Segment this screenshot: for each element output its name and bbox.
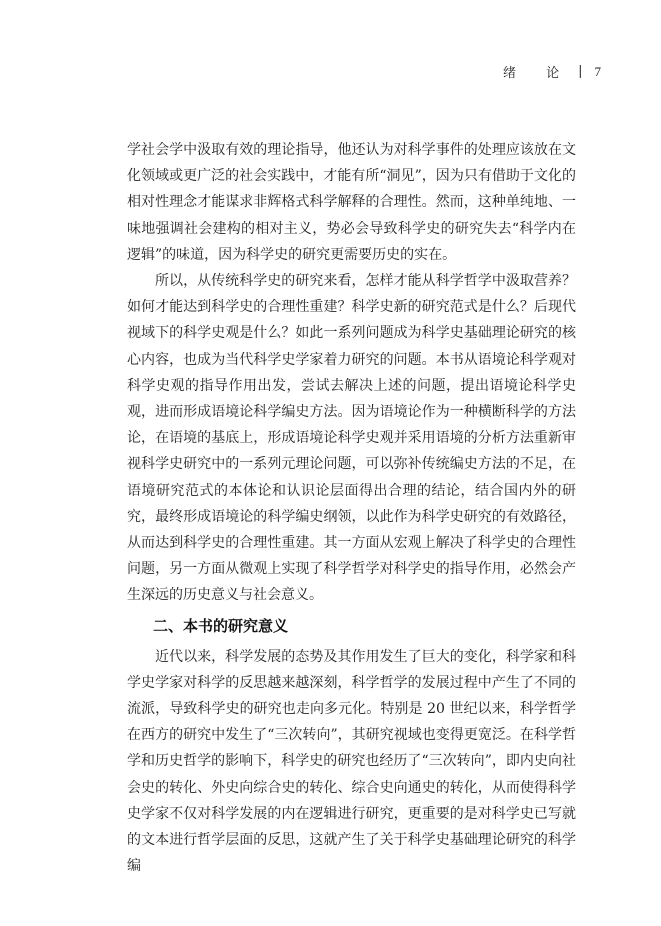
running-header-separator: | (578, 64, 583, 79)
running-header (503, 62, 601, 81)
body-text (127, 137, 576, 879)
paragraph-continued: 学社会学中汲取有效的理论指导，他还认为对科学事件的处理应该放在文化领域或更广泛的社会实践中，才能有所“洞见”，因为只有借助于文化的相对性理念才能谋求非辉格式科学解释的合理性。然而，这种单纯地、一味地强调社会建构的相对主义，势必会导致科学史的研究失去“科学内在逻辑”的味道，因为科学史的研究更需要历史的实在。 (127, 142, 576, 263)
section-heading: 二、本书的研究意义 (153, 616, 289, 635)
section-paragraph: 近代以来，科学发展的态势及其作用发生了巨大的变化，科学家和科学史学家对科学的反思越来越深刻，科学哲学的发展过程中产生了不同的流派，导致科学史的研究也走向多元化。特别是 20 世纪以来，科学哲学在西方的研究中发生了“三次转向”，其研究视域也变得更宽泛。在科学哲学和历史哲学的影响下，科学史的研究也经历了“三次转向”，即内史向社会史的转化、外史向综合史的转化、综合史向通史的转化，从而使得科学史学家不仅对科学发展的内在逻辑进行研究，更重要的是对科学史已写就的文本进行哲学层面的反思，这就产生了关于科学史基础理论研究的科学编 (127, 648, 576, 875)
running-header-title: 绪 论 (502, 66, 573, 81)
page-number: 7 (594, 63, 601, 79)
paragraph: 所以，从传统科学史的研究来看，怎样才能从科学哲学中汲取营养？如何才能达到科学史的合理性重建？科学史新的研究范式是什么？后现代视域下的科学史观是什么？如此一系列问题成为科学史基础理论研究的核心内容，也成为当代科学史学家着力研究的问题。本书从语境论科学观对科学史观的指导作用出发，尝试去解决上述的问题，提出语境论科学史观，进而形成语境论科学编史方法。因为语境论作为一种横断科学的方法论，在语境的基底上，形成语境论科学史观并采用语境的分析方法重新审视科学史研究中的一系列元理论问题，可以弥补传统编史方法的不足，在语境研究范式的本体论和认识论层面得出合理的结论，结合国内外的研究，最终形成语境论的科学编史纲领，以此作为科学史研究的有效路径，从而达到科学史的合理性重建。其一方面从宏观上解决了科学史的合理性问题，另一方面从微观上实现了科学哲学对科学史的指导作用，必然会产生深远的历史意义与社会意义。 (127, 273, 576, 604)
